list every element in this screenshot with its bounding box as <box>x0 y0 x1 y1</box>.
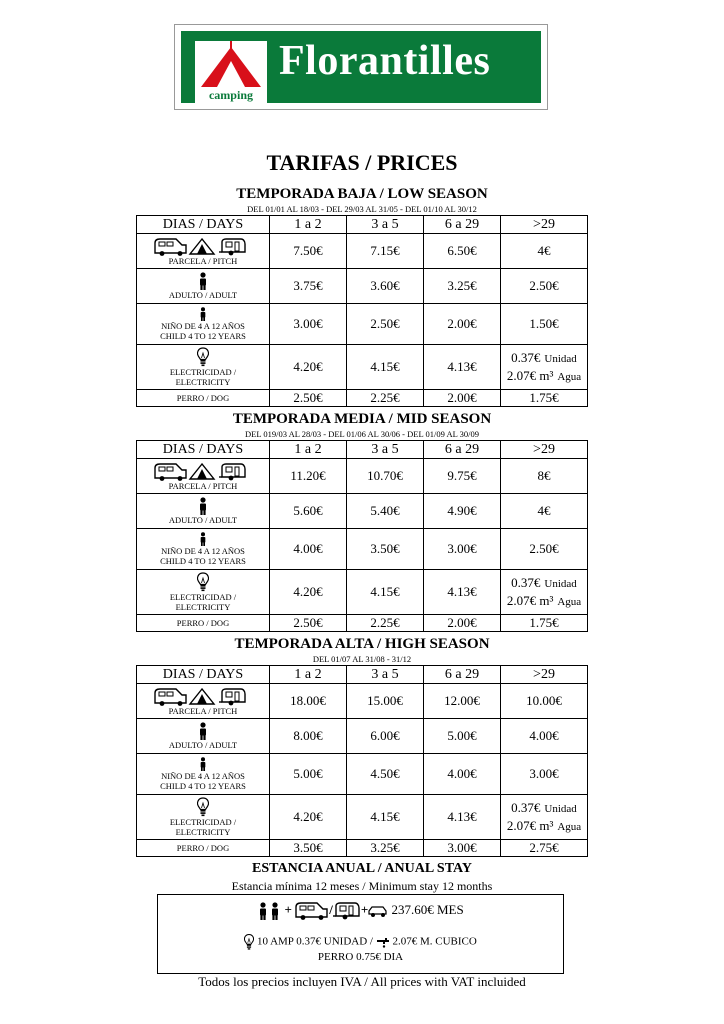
price-cell: 8.00€ <box>270 719 347 754</box>
elec-unit-suffix: Unidad <box>544 803 577 815</box>
water-suffix: Agua <box>557 371 582 383</box>
electricity-row <box>137 345 588 390</box>
col-6-29-header: 6 a 29 <box>424 216 501 234</box>
dog-label-cell <box>137 615 270 632</box>
high-season-table <box>136 665 588 857</box>
annual-water: 2.07€ M. CUBICO <box>392 935 477 948</box>
high-season-title: TEMPORADA ALTA / HIGH SEASON <box>234 636 490 652</box>
price-cell: 3.00€ <box>424 529 501 570</box>
col-6-29-header: 6 a 29 <box>424 666 501 684</box>
price-cell: 4.13€ <box>424 795 501 840</box>
child-label-cell <box>137 529 270 570</box>
lightbulb-icon <box>197 797 209 817</box>
price-cell: 1.75€ <box>501 615 588 632</box>
table-header-row <box>137 666 588 684</box>
lightbulb-icon <box>197 347 209 367</box>
price-cell: 5.60€ <box>270 494 347 529</box>
logo <box>174 24 548 110</box>
camper-van-icon <box>295 901 329 921</box>
adult-label-cell <box>137 719 270 754</box>
dog-label-cell <box>137 840 270 857</box>
lightbulb-icon <box>244 933 254 951</box>
dog-label-cell <box>137 390 270 407</box>
price-cell: 9.75€ <box>424 459 501 494</box>
child-label-es: NIÑO DE 4 A 12 AÑOS <box>161 546 245 556</box>
dog-row <box>137 840 588 857</box>
price-cell: 2.25€ <box>347 615 424 632</box>
price-cell: 4.15€ <box>347 570 424 615</box>
annual-utilities-line <box>158 933 563 951</box>
pitch-label: PARCELA / PITCH <box>168 255 238 266</box>
days-header: DIAS / DAYS <box>137 216 270 234</box>
caravan-icon <box>333 901 361 921</box>
price-cell: 3.00€ <box>270 304 347 345</box>
price-cell: 2.50€ <box>270 615 347 632</box>
price-cell: 3.25€ <box>347 840 424 857</box>
price-cell: 3.50€ <box>347 529 424 570</box>
electricity-label-es: ELECTRICIDAD / <box>169 367 237 377</box>
table-header-row <box>137 441 588 459</box>
price-cell: 5.00€ <box>270 754 347 795</box>
mid-season-title: TEMPORADA MEDIA / MID SEASON <box>232 411 492 427</box>
col-3-5-header: 3 a 5 <box>347 441 424 459</box>
table-header-row <box>137 216 588 234</box>
adult-person-icon <box>197 722 209 740</box>
high-season-dates: DEL 01/07 AL 31/08 - 31/12 <box>312 654 412 664</box>
child-label-cell <box>137 754 270 795</box>
col-6-29-header: 6 a 29 <box>424 441 501 459</box>
electricity-unit-cell <box>501 570 588 615</box>
electricity-label-cell <box>137 570 270 615</box>
price-cell: 1.50€ <box>501 304 588 345</box>
water-price: 2.07€ m³ <box>506 368 554 383</box>
child-label-es: NIÑO DE 4 A 12 AÑOS <box>161 771 245 781</box>
electricity-label-cell <box>137 345 270 390</box>
price-cell: 11.20€ <box>270 459 347 494</box>
price-cell: 3.50€ <box>270 840 347 857</box>
price-cell: 4.13€ <box>424 570 501 615</box>
col-over-29-header: >29 <box>501 666 588 684</box>
price-cell: 3.00€ <box>424 840 501 857</box>
child-row <box>137 754 588 795</box>
col-over-29-header: >29 <box>501 216 588 234</box>
price-cell: 12.00€ <box>424 684 501 719</box>
two-persons-icon <box>257 902 269 920</box>
water-tap-icon <box>376 936 390 948</box>
col-over-29-header: >29 <box>501 441 588 459</box>
low-season-table <box>136 215 588 407</box>
price-cell: 2.50€ <box>501 269 588 304</box>
elec-unit-price: 0.37€ <box>511 350 541 365</box>
annual-dog: PERRO 0.75€ DIA <box>317 951 404 963</box>
electricity-unit-cell <box>501 795 588 840</box>
electricity-label-en: ELECTRICITY <box>175 602 231 612</box>
price-cell: 4.15€ <box>347 345 424 390</box>
col-1-2-header: 1 a 2 <box>270 666 347 684</box>
adult-row <box>137 269 588 304</box>
electricity-row <box>137 570 588 615</box>
annual-price: 237.60€ MES <box>391 901 464 917</box>
dog-row <box>137 390 588 407</box>
price-cell: 7.15€ <box>347 234 424 269</box>
price-cell: 2.50€ <box>501 529 588 570</box>
pitch-label: PARCELA / PITCH <box>168 705 238 716</box>
price-cell: 4.90€ <box>424 494 501 529</box>
price-cell: 4.00€ <box>501 719 588 754</box>
price-cell: 4€ <box>501 494 588 529</box>
slash-sign: / <box>329 901 333 917</box>
logo-name: Florantilles <box>279 38 491 84</box>
child-person-icon <box>198 757 208 771</box>
price-cell: 6.50€ <box>424 234 501 269</box>
adult-label-cell <box>137 494 270 529</box>
lightbulb-icon <box>197 572 209 592</box>
child-label-en: CHILD 4 TO 12 YEARS <box>160 331 246 341</box>
price-cell: 18.00€ <box>270 684 347 719</box>
price-cell: 6.00€ <box>347 719 424 754</box>
price-cell: 3.25€ <box>424 269 501 304</box>
price-cell: 4.15€ <box>347 795 424 840</box>
vehicles-icon <box>153 237 253 256</box>
logo-small-text: camping <box>208 88 254 102</box>
child-person-icon <box>198 307 208 321</box>
price-cell: 3.00€ <box>501 754 588 795</box>
annual-stay-title: ESTANCIA ANUAL / ANUAL STAY <box>252 861 472 876</box>
price-cell: 4.00€ <box>270 529 347 570</box>
pitch-row <box>137 459 588 494</box>
child-label-cell <box>137 304 270 345</box>
child-row <box>137 529 588 570</box>
price-cell: 4.13€ <box>424 345 501 390</box>
child-label-es: NIÑO DE 4 A 12 AÑOS <box>161 321 245 331</box>
pitch-label-cell <box>137 684 270 719</box>
electricity-label-en: ELECTRICITY <box>175 827 231 837</box>
low-season-dates: DEL 01/01 AL 18/03 - DEL 29/03 AL 31/05 - DEL 01/10 AL 30/12 <box>247 204 477 214</box>
price-cell: 2.75€ <box>501 840 588 857</box>
child-row <box>137 304 588 345</box>
pitch-row <box>137 684 588 719</box>
pitch-row <box>137 234 588 269</box>
plus-sign: + <box>360 901 369 917</box>
elec-unit-suffix: Unidad <box>544 578 577 590</box>
col-1-2-header: 1 a 2 <box>270 216 347 234</box>
adult-person-icon <box>197 497 209 515</box>
price-cell: 1.75€ <box>501 390 588 407</box>
price-cell: 4.20€ <box>270 795 347 840</box>
price-cell: 2.00€ <box>424 390 501 407</box>
water-price: 2.07€ m³ <box>506 593 554 608</box>
child-label-en: CHILD 4 TO 12 YEARS <box>160 781 246 791</box>
price-cell: 7.50€ <box>270 234 347 269</box>
dog-label: PERRO / DOG <box>176 618 230 628</box>
tent-logo-icon <box>195 41 267 103</box>
electricity-label-cell <box>137 795 270 840</box>
dog-row <box>137 615 588 632</box>
days-header: DIAS / DAYS <box>137 666 270 684</box>
logo-background <box>181 31 541 103</box>
col-3-5-header: 3 a 5 <box>347 666 424 684</box>
pitch-label: PARCELA / PITCH <box>168 480 238 491</box>
price-cell: 3.75€ <box>270 269 347 304</box>
water-price: 2.07€ m³ <box>506 818 554 833</box>
price-cell: 4.50€ <box>347 754 424 795</box>
price-cell: 2.00€ <box>424 615 501 632</box>
price-cell: 2.50€ <box>347 304 424 345</box>
adult-label: ADULTO / ADULT <box>168 515 238 525</box>
adult-label: ADULTO / ADULT <box>168 740 238 750</box>
annual-stay-subtitle: Estancia mínima 12 meses / Minimum stay 12 months <box>231 879 493 893</box>
electricity-row <box>137 795 588 840</box>
price-cell: 5.40€ <box>347 494 424 529</box>
days-header: DIAS / DAYS <box>137 441 270 459</box>
mid-season-dates: DEL 019/03 AL 28/03 - DEL 01/06 AL 30/06 - DEL 01/09 AL 30/09 <box>245 429 479 439</box>
price-cell: 5.00€ <box>424 719 501 754</box>
price-cell: 10.70€ <box>347 459 424 494</box>
person-icon <box>269 902 281 920</box>
dog-label: PERRO / DOG <box>176 393 230 403</box>
dog-label: PERRO / DOG <box>176 843 230 853</box>
electricity-label-es: ELECTRICIDAD / <box>169 592 237 602</box>
col-3-5-header: 3 a 5 <box>347 216 424 234</box>
child-person-icon <box>198 532 208 546</box>
electricity-label-en: ELECTRICITY <box>175 377 231 387</box>
vat-footer: Todos los precios incluyen IVA / All prices with VAT incluided <box>198 974 526 989</box>
price-cell: 8€ <box>501 459 588 494</box>
vehicles-icon <box>153 687 253 706</box>
car-icon <box>368 904 388 918</box>
price-cell: 4.20€ <box>270 570 347 615</box>
price-cell: 3.60€ <box>347 269 424 304</box>
price-cell: 4.00€ <box>424 754 501 795</box>
price-cell: 4.20€ <box>270 345 347 390</box>
plus-sign: + <box>284 901 292 917</box>
low-season-title: TEMPORADA BAJA / LOW SEASON <box>236 186 488 202</box>
mid-season-table <box>136 440 588 632</box>
elec-unit-price: 0.37€ <box>511 575 541 590</box>
price-cell: 2.00€ <box>424 304 501 345</box>
price-cell: 10.00€ <box>501 684 588 719</box>
adult-person-icon <box>197 272 209 290</box>
price-cell: 2.50€ <box>270 390 347 407</box>
elec-unit-price: 0.37€ <box>511 800 541 815</box>
annual-package-line <box>158 901 563 921</box>
electricity-label-es: ELECTRICIDAD / <box>169 817 237 827</box>
price-cell: 4€ <box>501 234 588 269</box>
electricity-unit-cell <box>501 345 588 390</box>
page-title: TARIFAS / PRICES <box>266 150 458 175</box>
annual-electricity: 10 AMP 0.37€ UNIDAD / <box>256 935 373 948</box>
price-cell: 2.25€ <box>347 390 424 407</box>
vehicles-icon <box>153 462 253 481</box>
annual-stay-box <box>157 894 564 974</box>
adult-label: ADULTO / ADULT <box>168 290 238 300</box>
adult-row <box>137 494 588 529</box>
water-suffix: Agua <box>557 821 582 833</box>
child-label-en: CHILD 4 TO 12 YEARS <box>160 556 246 566</box>
price-cell: 15.00€ <box>347 684 424 719</box>
adult-row <box>137 719 588 754</box>
pitch-label-cell <box>137 234 270 269</box>
elec-unit-suffix: Unidad <box>544 353 577 365</box>
col-1-2-header: 1 a 2 <box>270 441 347 459</box>
pitch-label-cell <box>137 459 270 494</box>
adult-label-cell <box>137 269 270 304</box>
water-suffix: Agua <box>557 596 582 608</box>
